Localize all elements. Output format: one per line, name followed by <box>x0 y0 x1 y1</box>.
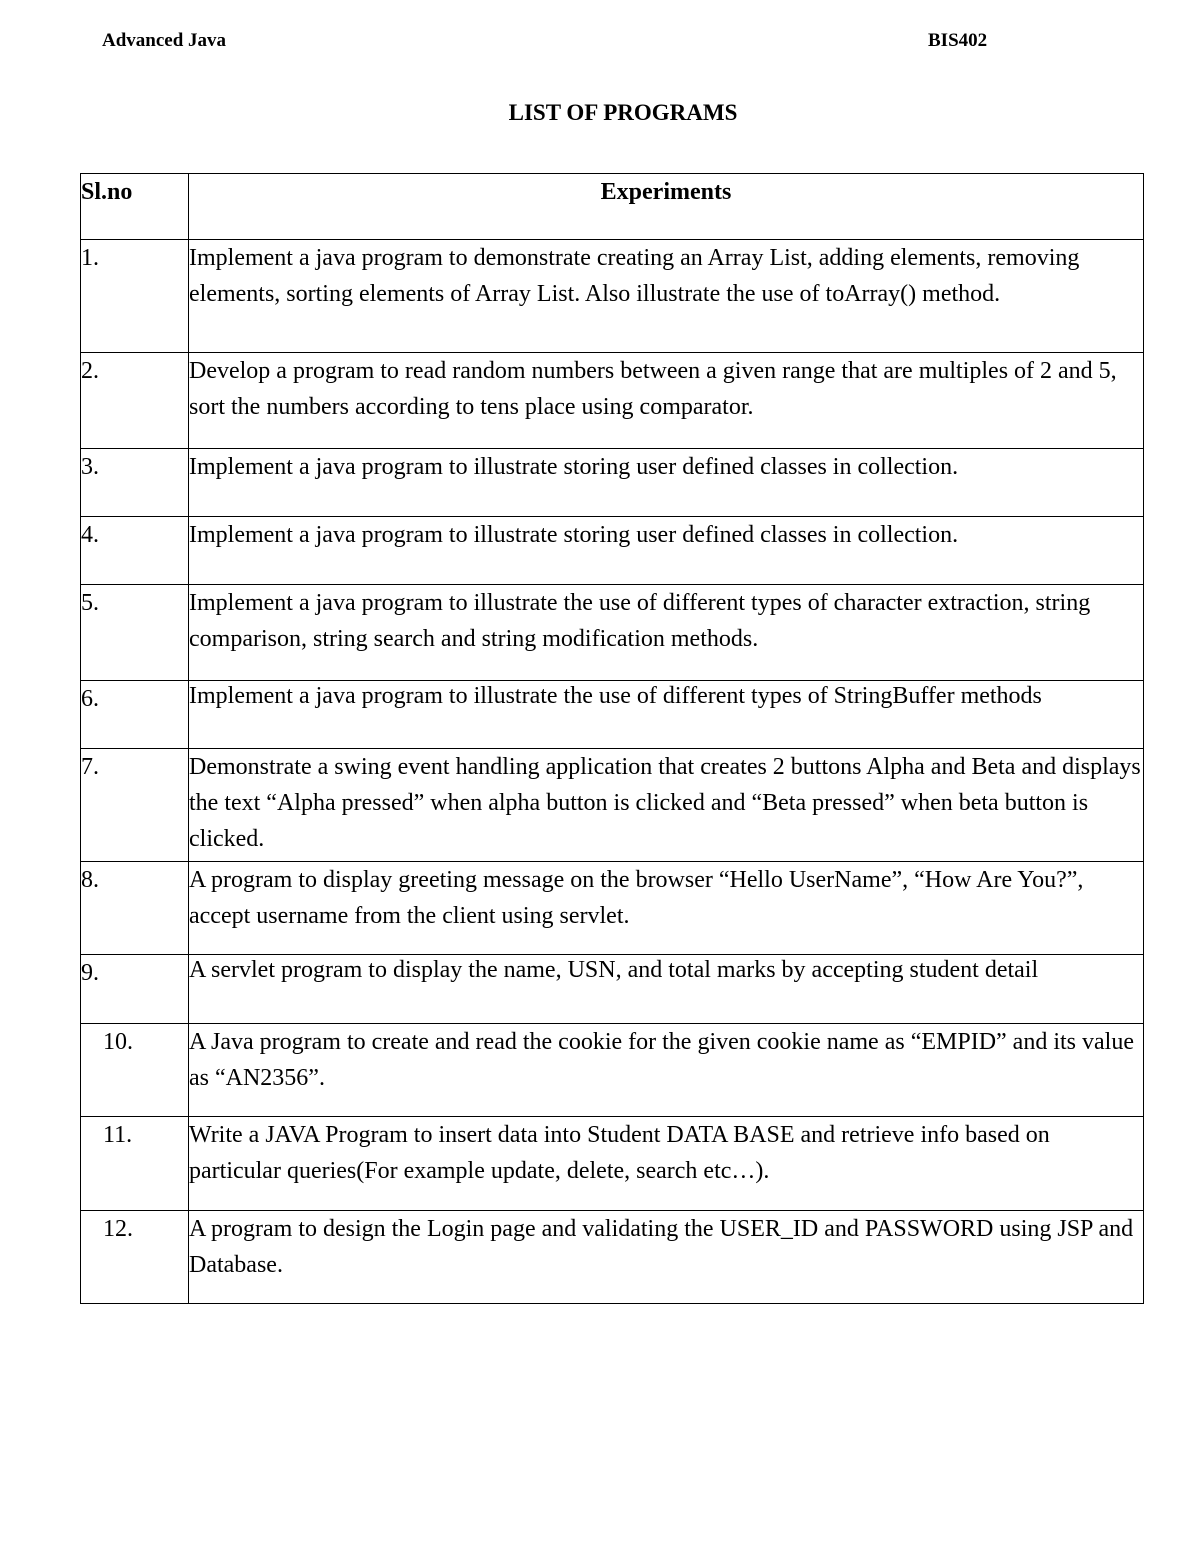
row-number: 11. <box>81 1117 189 1211</box>
row-number: 2. <box>81 353 189 449</box>
row-number: 9. <box>81 955 189 1024</box>
row-experiment: Implement a java program to illustrate storing user defined classes in collection. <box>189 449 1144 517</box>
row-experiment: Develop a program to read random numbers between a given range that are multiples of 2 and 5, sort the numbers according to tens place using comparator. <box>189 353 1144 449</box>
row-experiment: A Java program to create and read the cookie for the given cookie name as “EMPID” and its value as “AN2356”. <box>189 1024 1144 1117</box>
column-header-slno: Sl.no <box>81 174 189 240</box>
row-experiment: A program to display greeting message on the browser “Hello UserName”, “How Are You?”, accept username from the client using servlet. <box>189 862 1144 955</box>
row-number: 7. <box>81 749 189 862</box>
table-row <box>81 449 1144 517</box>
row-experiment: A program to design the Login page and validating the USER_ID and PASSWORD using JSP and Database. <box>189 1211 1144 1304</box>
row-experiment: Demonstrate a swing event handling application that creates 2 buttons Alpha and Beta and displays the text “Alpha pressed” when alpha button is clicked and “Beta pressed” when beta button is clicked. <box>189 749 1144 862</box>
table-header-row <box>81 174 1144 240</box>
row-number: 8. <box>81 862 189 955</box>
programs-table <box>80 173 1144 1304</box>
row-experiment: A servlet program to display the name, USN, and total marks by accepting student detail <box>189 955 1144 1024</box>
row-experiment: Implement a java program to illustrate the use of different types of StringBuffer methods <box>189 681 1144 749</box>
row-number: 4. <box>81 517 189 585</box>
header-course-name: Advanced Java <box>102 30 227 51</box>
row-experiment: Implement a java program to demonstrate creating an Array List, adding elements, removing elements, sorting elements of Array List. Also illustrate the use of toArray() method. <box>189 240 1144 353</box>
table-row <box>81 353 1144 449</box>
table-row <box>81 240 1144 353</box>
row-experiment: Implement a java program to illustrate the use of different types of character extraction, string comparison, string search and string modification methods. <box>189 585 1144 681</box>
row-number: 3. <box>81 449 189 517</box>
row-experiment: Implement a java program to illustrate storing user defined classes in collection. <box>189 517 1144 585</box>
table-row <box>81 955 1144 1024</box>
table-row <box>81 1211 1144 1304</box>
table-row <box>81 681 1144 749</box>
table-row <box>81 585 1144 681</box>
page-title: LIST OF PROGRAMS <box>508 100 738 125</box>
table-row <box>81 862 1144 955</box>
table-row <box>81 749 1144 862</box>
table-row <box>81 517 1144 585</box>
table-row <box>81 1117 1144 1211</box>
row-number: 12. <box>81 1211 189 1304</box>
table-row <box>81 1024 1144 1117</box>
row-number: 10. <box>81 1024 189 1117</box>
header-course-code: BIS402 <box>928 30 988 51</box>
row-number: 1. <box>81 240 189 353</box>
column-header-experiments: Experiments <box>189 174 1144 240</box>
row-number: 6. <box>81 681 189 749</box>
row-number: 5. <box>81 585 189 681</box>
row-experiment: Write a JAVA Program to insert data into Student DATA BASE and retrieve info based on particular queries(For example update, delete, search etc…). <box>189 1117 1144 1211</box>
